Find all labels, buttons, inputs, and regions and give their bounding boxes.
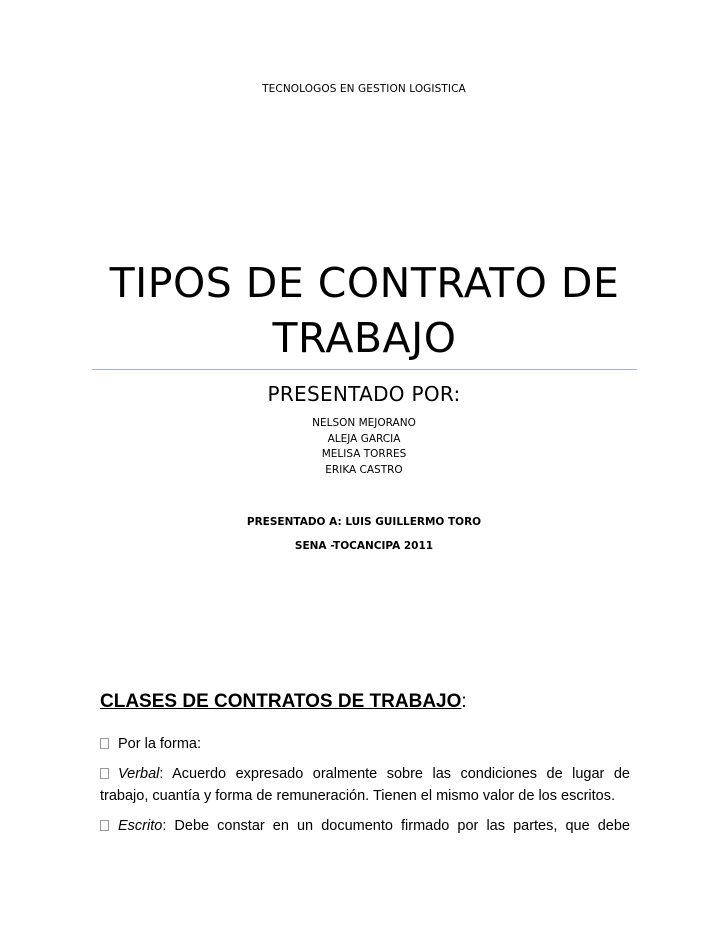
- presented-by-label: PRESENTADO POR:: [267, 382, 461, 406]
- list-item-line: [100, 815, 630, 837]
- list-item-line: trabajo, cuantía y forma de remuneración. Tienen el mismo valor de los escritos.: [100, 788, 615, 804]
- member-name: ERIKA CASTRO: [325, 463, 403, 476]
- section-heading-colon: :: [461, 691, 467, 712]
- list-item: [100, 733, 630, 755]
- title-line-1: TIPOS DE CONTRATO DE: [109, 259, 620, 307]
- checkbox-bullet-icon: [100, 738, 109, 749]
- place-year: SENA -TOCANCIPA 2011: [294, 540, 434, 552]
- list-item-line: [100, 763, 630, 785]
- presented-to: PRESENTADO A: LUIS GUILLERMO TORO: [246, 516, 482, 528]
- list-item-term: Escrito: [118, 818, 163, 834]
- member-name: MELISA TORRES: [321, 448, 407, 460]
- section-heading-text: CLASES DE CONTRATOS DE TRABAJO: [100, 691, 462, 712]
- list-item-text: Por la forma:: [118, 736, 201, 752]
- document-title: [92, 256, 637, 366]
- list-item: [100, 763, 630, 807]
- title-line-2: TRABAJO: [272, 314, 457, 362]
- section-heading: [100, 691, 660, 713]
- checkbox-bullet-icon: [100, 820, 109, 831]
- list-item: [100, 815, 630, 837]
- list-item-term: Verbal: [118, 766, 160, 782]
- member-name: NELSON MEJORANO: [312, 417, 416, 429]
- list-item-text: : Acuerdo expresado oralmente sobre las condiciones de lugar de: [159, 766, 630, 782]
- member-name: ALEJA GARCIA: [327, 432, 401, 445]
- program-header: TECNOLOGOS EN GESTION LOGISTICA: [262, 83, 466, 95]
- member-list: [0, 416, 728, 478]
- list-item-text: : Debe constar en un documento firmado por las partes, que debe: [162, 818, 630, 834]
- title-divider: [92, 369, 637, 370]
- checkbox-bullet-icon: [100, 768, 109, 779]
